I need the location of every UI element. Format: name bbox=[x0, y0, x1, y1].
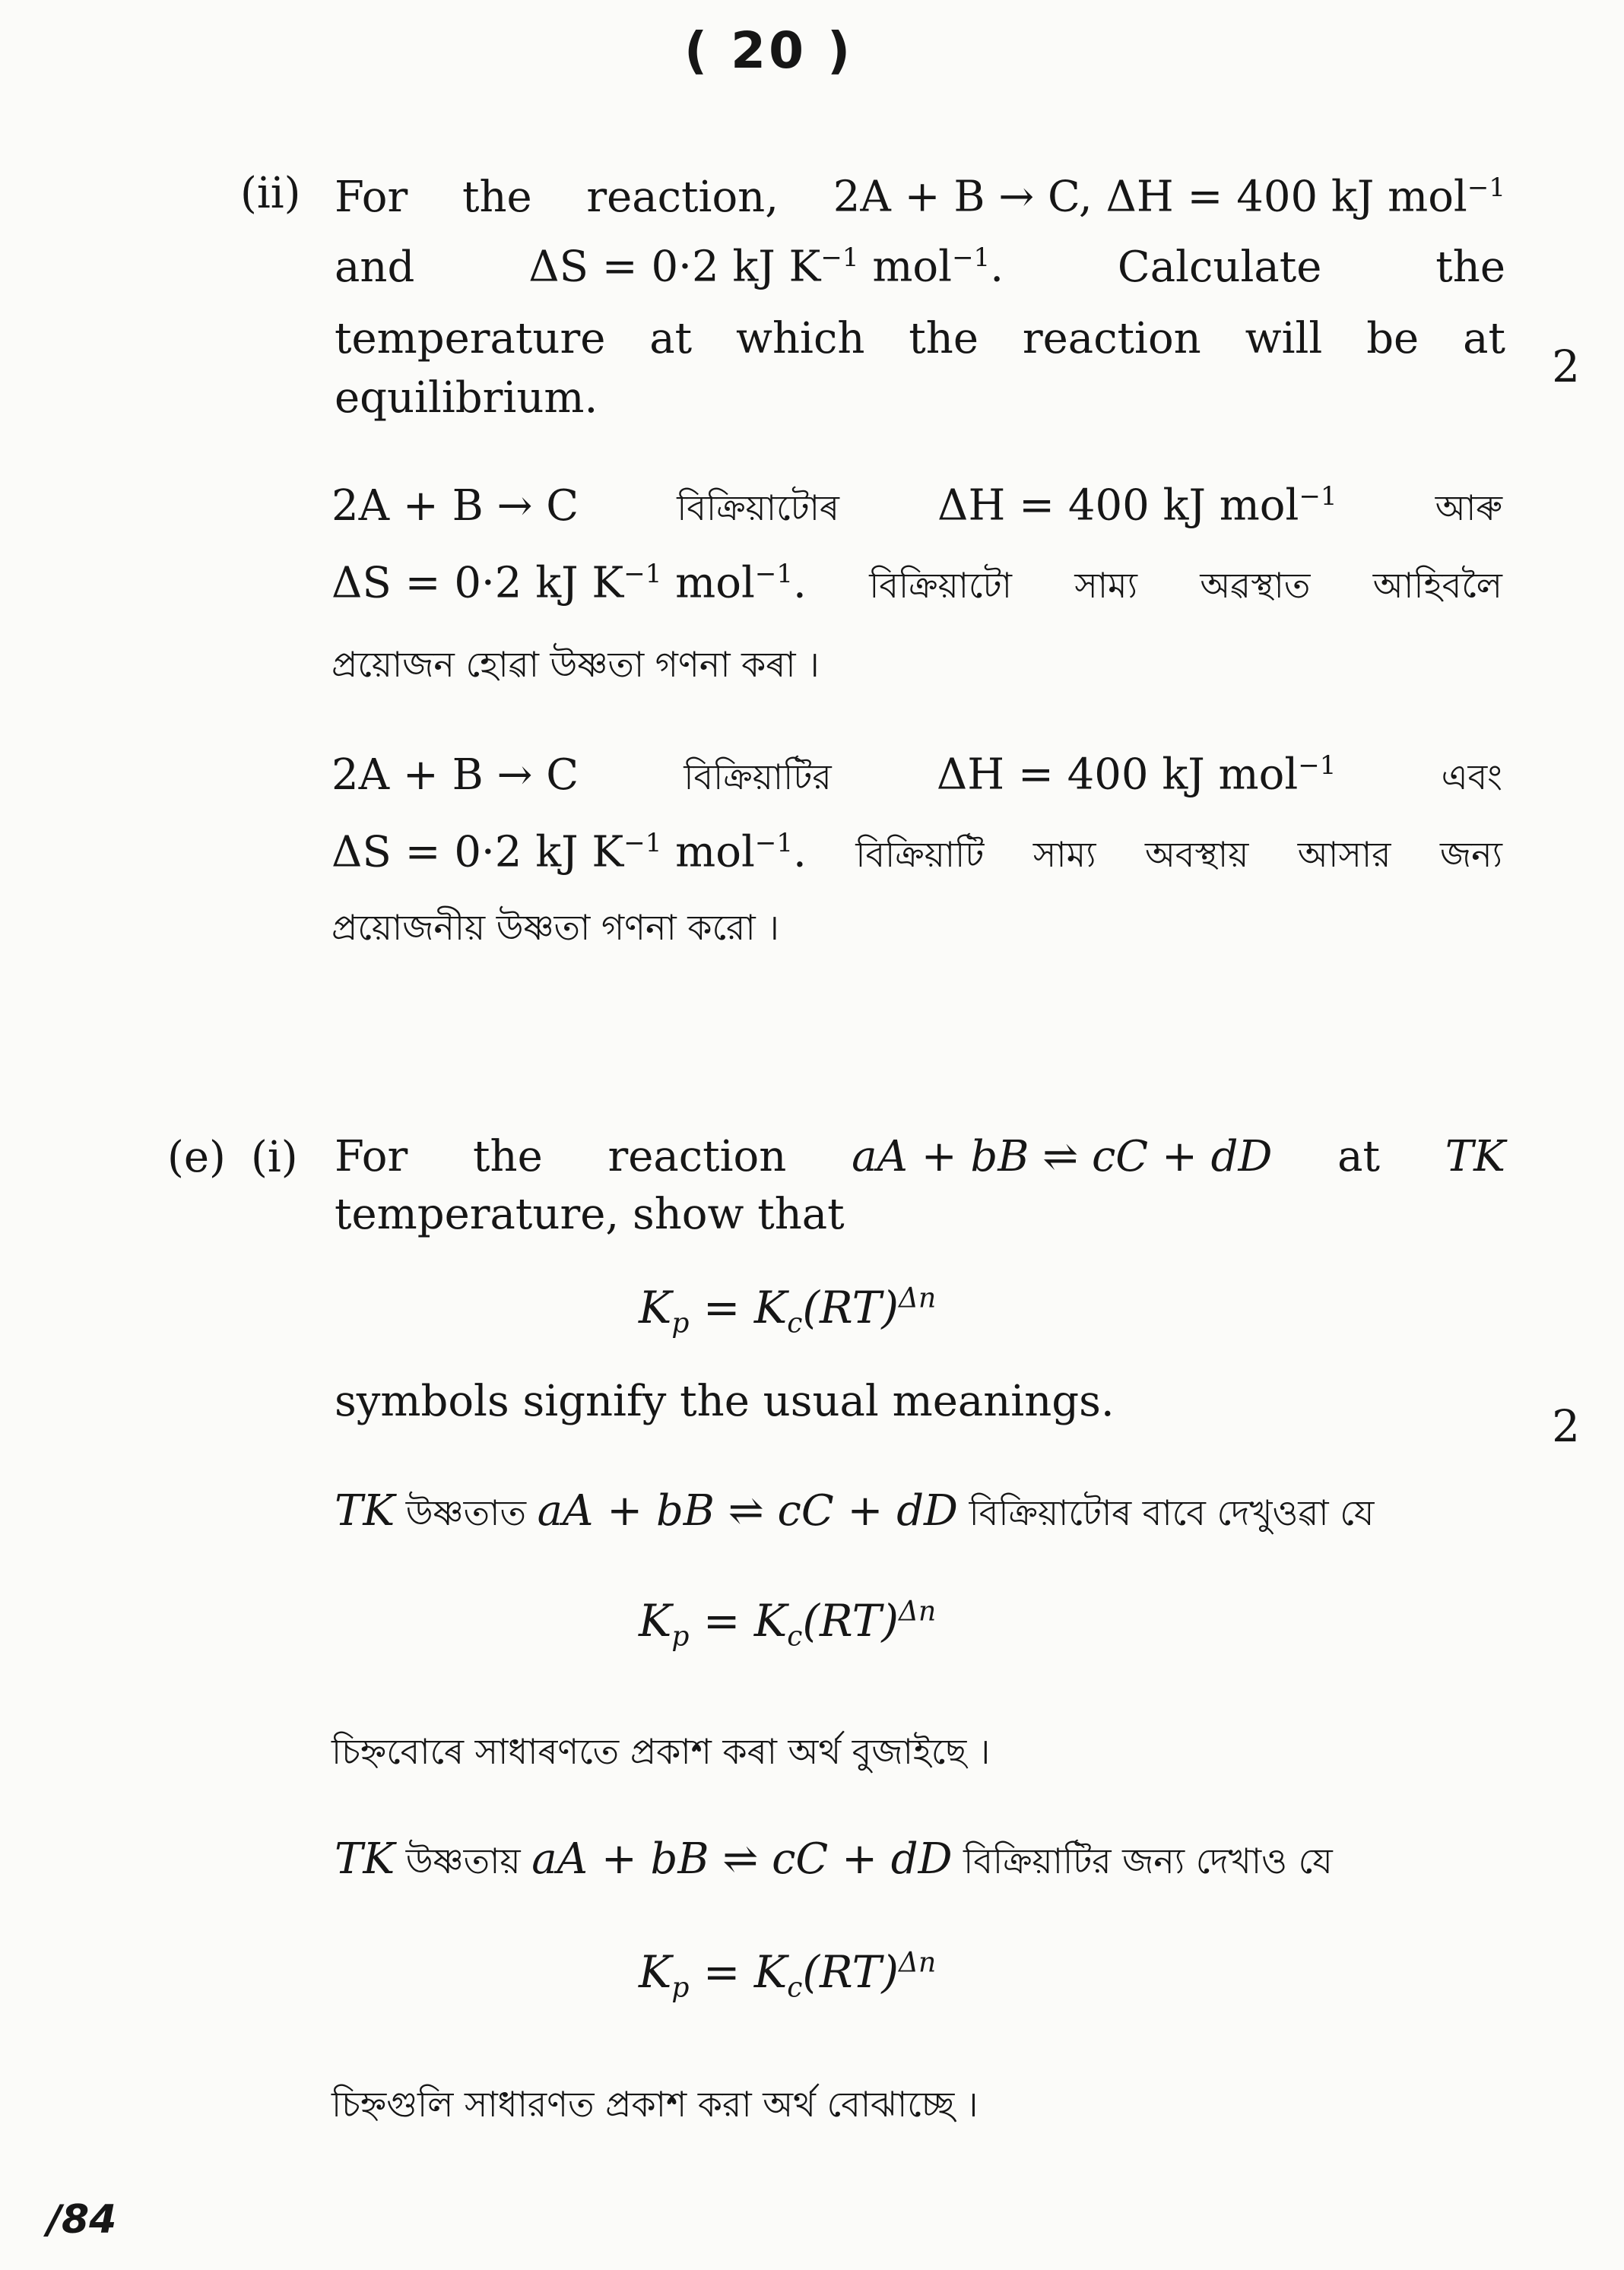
word: আহিবলৈ bbox=[1372, 564, 1502, 606]
word: আসার bbox=[1297, 833, 1391, 875]
temperature-unit: TK bbox=[1445, 1132, 1505, 1181]
q-ii-as-line-1 bbox=[331, 480, 1502, 531]
question-label-ii: (ii) bbox=[240, 169, 301, 218]
word: the bbox=[1435, 242, 1505, 292]
word: For bbox=[335, 172, 408, 222]
word: For bbox=[335, 1132, 408, 1181]
q-ii-bn-line-2 bbox=[331, 827, 1502, 877]
word: which bbox=[736, 314, 865, 363]
word: Calculate bbox=[1117, 242, 1322, 292]
word: reaction, bbox=[586, 172, 779, 222]
q-e-bn-line-1: TK উষ্ণতায় aA + bB ⇌ cC + dD বিক্রিয়াটির জন্য দেখাও যে bbox=[335, 1834, 1333, 1884]
reaction-math: 2A + B → C bbox=[331, 480, 579, 531]
word: at bbox=[1337, 1132, 1381, 1181]
word: আৰু bbox=[1435, 487, 1502, 528]
enthalpy-math: ΔH = 400 kJ mol$^{-1}$ bbox=[937, 480, 1337, 531]
word: বিক্ৰিয়াটোৰ bbox=[677, 487, 839, 528]
enthalpy-math: ΔH = 400 kJ mol$^{-1}$ bbox=[936, 750, 1337, 800]
q-ii-en-line-1 bbox=[335, 172, 1505, 222]
word: সাম্য bbox=[1032, 833, 1096, 875]
word: the bbox=[462, 172, 532, 222]
word: বিক্ৰিয়াটো bbox=[869, 564, 1012, 606]
q-ii-as-line-2 bbox=[331, 558, 1502, 608]
word: be bbox=[1366, 314, 1419, 363]
q-ii-en-line-2 bbox=[335, 242, 1505, 292]
question-label-e: (e) bbox=[167, 1133, 226, 1182]
kp-kc-formula-as: $K_p = K_c(RT)^{\Delta n}$ bbox=[639, 1595, 937, 1653]
word: সাম্য bbox=[1074, 564, 1137, 606]
kp-kc-formula-bn: $K_p = K_c(RT)^{\Delta n}$ bbox=[639, 1946, 937, 2004]
q-ii-as-line-3: প্ৰয়োজন হোৱা উষ্ণতা গণনা কৰা । bbox=[331, 644, 820, 685]
word: the bbox=[473, 1132, 543, 1181]
q-ii-bn-line-1 bbox=[331, 750, 1502, 800]
q-e-en-line-2: temperature, show that bbox=[335, 1190, 845, 1239]
page-number: ( 20 ) bbox=[684, 21, 854, 80]
equilibrium-reaction-math: aA + bB ⇌ cC + dD bbox=[852, 1132, 1273, 1181]
word: বিক্রিয়াটির bbox=[684, 756, 832, 797]
q-ii-bn-line-3: প্রয়োজনীয় উষ্ণতা গণনা করো । bbox=[331, 907, 779, 948]
word: temperature bbox=[335, 314, 606, 363]
word: and bbox=[335, 242, 415, 292]
reaction-math: 2A + B → C bbox=[331, 750, 579, 800]
entropy-math: ΔS = 0·2 kJ $K^{-1}$ mol$^{-1}$. bbox=[331, 558, 807, 608]
q-e-en-line-1 bbox=[335, 1132, 1505, 1181]
q-e-as-line-2: চিহ্নবোৰে সাধাৰণতে প্ৰকাশ কৰা অৰ্থ বুজাইছে । bbox=[331, 1731, 991, 1772]
word: অবস্থায় bbox=[1144, 833, 1249, 875]
word: reaction bbox=[1022, 314, 1201, 363]
entropy-math: ΔS = 0·2 kJ $K^{-1}$ mol$^{-1}$. bbox=[528, 242, 1004, 292]
marks-ii: 2 bbox=[1552, 341, 1580, 392]
word: at bbox=[1463, 314, 1505, 363]
word: the bbox=[909, 314, 979, 363]
word: অৱস্থাত bbox=[1200, 564, 1311, 606]
q-e-en-line-3: symbols signify the usual meanings. bbox=[335, 1377, 1115, 1426]
word: will bbox=[1245, 314, 1323, 363]
question-label-i: (i) bbox=[251, 1133, 298, 1182]
word: at bbox=[649, 314, 693, 363]
footer-code: /84 bbox=[47, 2197, 117, 2243]
kp-kc-formula: $K_p = K_c(RT)^{\Delta n}$ bbox=[639, 1282, 937, 1339]
q-e-as-line-1: TK উষ্ণতাত aA + bB ⇌ cC + dD বিক্ৰিয়াটোৰ বাবে দেখুওৱা যে bbox=[335, 1486, 1375, 1536]
word: বিক্রিয়াটি bbox=[855, 833, 985, 875]
word: এবং bbox=[1441, 756, 1502, 797]
entropy-math: ΔS = 0·2 kJ $K^{-1}$ mol$^{-1}$. bbox=[331, 827, 807, 877]
q-ii-en-line-3 bbox=[335, 314, 1505, 363]
q-ii-en-line-4: equilibrium. bbox=[335, 373, 598, 423]
marks-e-i: 2 bbox=[1552, 1400, 1580, 1452]
q-e-bn-line-2: চিহ্নগুলি সাধারণত প্রকাশ করা অর্থ বোঝাচ্ছে । bbox=[331, 2084, 979, 2125]
word: জন্য bbox=[1439, 833, 1502, 875]
reaction-math: 2A + B → C, ΔH = 400 kJ mol$^{-1}$ bbox=[833, 172, 1505, 222]
word: reaction bbox=[607, 1132, 787, 1181]
